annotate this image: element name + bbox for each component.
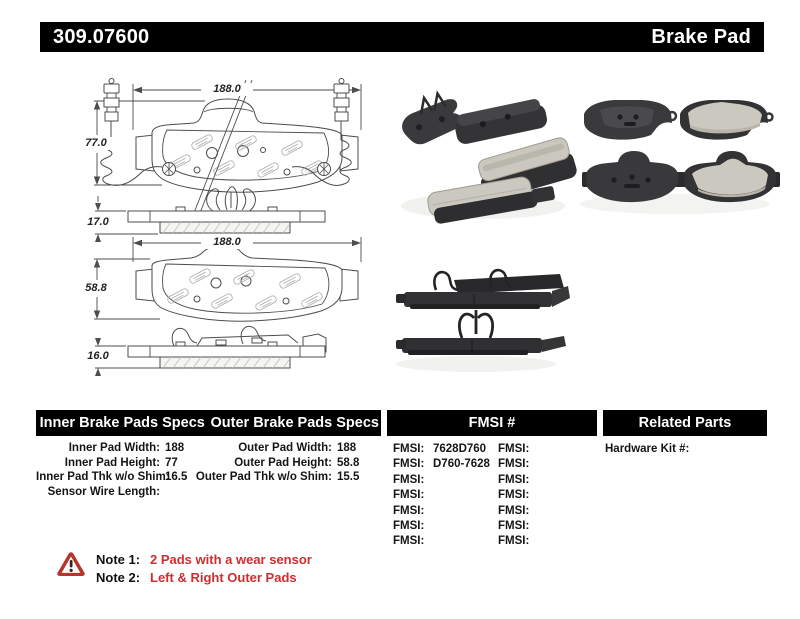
dim-label-outer-thickness: 16.0: [81, 350, 115, 363]
related-parts-table: [605, 442, 693, 457]
inner-pad-front-view: [94, 80, 361, 218]
photo-pads-edge-view: [396, 270, 570, 372]
fmsi-row: [498, 534, 538, 549]
fmsi-row: [498, 457, 538, 472]
fmsi-label: FMSI:: [498, 504, 530, 517]
fmsi-label: FMSI:: [393, 473, 425, 486]
fmsi-row: [498, 519, 538, 534]
dim-label-inner-thickness: 17.0: [81, 216, 115, 229]
spec-row: [186, 470, 359, 485]
dim-label-outer-width: 188.0: [203, 236, 251, 249]
fmsi-row: [393, 488, 490, 503]
part-number: 309.07600: [53, 25, 150, 48]
fmsi-row: [393, 442, 490, 457]
fmsi-row: [393, 534, 490, 549]
fmsi-title: FMSI #: [468, 415, 516, 431]
fmsi-row: [498, 488, 538, 503]
spec-label: Sensor Wire Length:: [47, 485, 160, 498]
outer-pad-side-view: [95, 326, 326, 376]
fmsi-label: FMSI:: [498, 458, 530, 471]
warning-triangle-icon: [56, 550, 86, 577]
fmsi-label: FMSI:: [498, 489, 530, 502]
spec-row: [36, 441, 187, 456]
note-row: [96, 551, 312, 569]
notes: [96, 551, 312, 586]
spec-row: [186, 456, 359, 471]
fmsi-label: FMSI:: [393, 458, 425, 471]
fmsi-label: FMSI:: [393, 443, 425, 455]
photo-edge-bottom: [396, 310, 566, 355]
photo-outer-pad-front: [680, 100, 773, 140]
fmsi-column-2: [498, 442, 538, 550]
fmsi-column-1: [393, 442, 490, 550]
inner-pad-side-view: [95, 187, 325, 242]
fmsi-label: FMSI:: [498, 519, 530, 532]
spec-value: 188: [337, 442, 357, 454]
spec-label: Inner Pad Height:: [64, 456, 160, 469]
note-label: Note 1:: [96, 552, 141, 567]
spec-row: [36, 456, 187, 471]
fmsi-row: [393, 457, 490, 472]
spec-row: [186, 441, 359, 456]
spec-value: 58.8: [337, 456, 360, 469]
note-text: Left & Right Outer Pads: [150, 569, 297, 585]
dim-label-inner-width: 188.0: [203, 83, 251, 96]
related-parts-header-bar: [603, 410, 767, 436]
spec-value: 188: [165, 442, 185, 454]
outer-specs-table: [186, 441, 359, 485]
fmsi-label: FMSI:: [393, 489, 425, 502]
title-bar: [40, 22, 764, 52]
spec-label: Outer Pad Height:: [234, 456, 332, 469]
photo-pads-grid: [580, 100, 780, 214]
outer-pad-front-view: [94, 237, 361, 321]
note-text: 2 Pads with a wear sensor: [150, 552, 312, 567]
spec-value: 16.5: [165, 471, 188, 484]
photo-outer-pad-back: [584, 100, 676, 140]
fmsi-label: FMSI:: [498, 443, 530, 455]
fmsi-row: [393, 504, 490, 519]
note-label: Note 2:: [96, 569, 141, 585]
photo-pad-set-angled: [397, 90, 578, 225]
related-label: Hardware Kit #:: [605, 443, 690, 455]
product-name: Brake Pad: [651, 25, 751, 48]
fmsi-label: FMSI:: [393, 535, 425, 548]
fmsi-label: FMSI:: [498, 535, 530, 548]
photo-inner-pad-front: [680, 151, 780, 202]
outer-specs-title: Outer Brake Pads Specs: [210, 415, 379, 431]
spec-label: Outer Pad Thk w/o Shim:: [195, 471, 332, 484]
fmsi-row: [393, 519, 490, 534]
photo-edge-top: [396, 270, 570, 309]
spec-label: Outer Pad Width:: [238, 442, 332, 454]
spec-row: [36, 470, 187, 485]
dim-label-inner-height: 77.0: [79, 137, 113, 150]
fmsi-value: D760-7628: [433, 458, 490, 471]
spec-label: Inner Pad Width:: [68, 442, 160, 454]
fmsi-row: [498, 473, 538, 488]
spec-label: Inner Pad Thk w/o Shim:: [36, 471, 170, 484]
fmsi-label: FMSI:: [393, 519, 425, 532]
dim-label-outer-height: 58.8: [79, 282, 113, 295]
related-row: [605, 442, 693, 457]
inner-specs-table: [36, 441, 187, 499]
fmsi-row: [498, 442, 538, 457]
fmsi-label: FMSI:: [393, 504, 425, 517]
spec-row: [36, 485, 187, 500]
note-row: [96, 569, 312, 587]
inner-specs-title: Inner Brake Pads Specs: [39, 415, 205, 431]
fmsi-row: [393, 473, 490, 488]
fmsi-value: 7628D760: [433, 443, 487, 455]
fmsi-header-bar: [387, 410, 597, 436]
related-parts-title: Related Parts: [638, 415, 732, 431]
fmsi-row: [498, 504, 538, 519]
fmsi-label: FMSI:: [498, 473, 530, 486]
pads-specs-header-bar: [36, 410, 381, 436]
spec-value: 77: [165, 456, 178, 469]
spec-value: 15.5: [337, 471, 360, 484]
